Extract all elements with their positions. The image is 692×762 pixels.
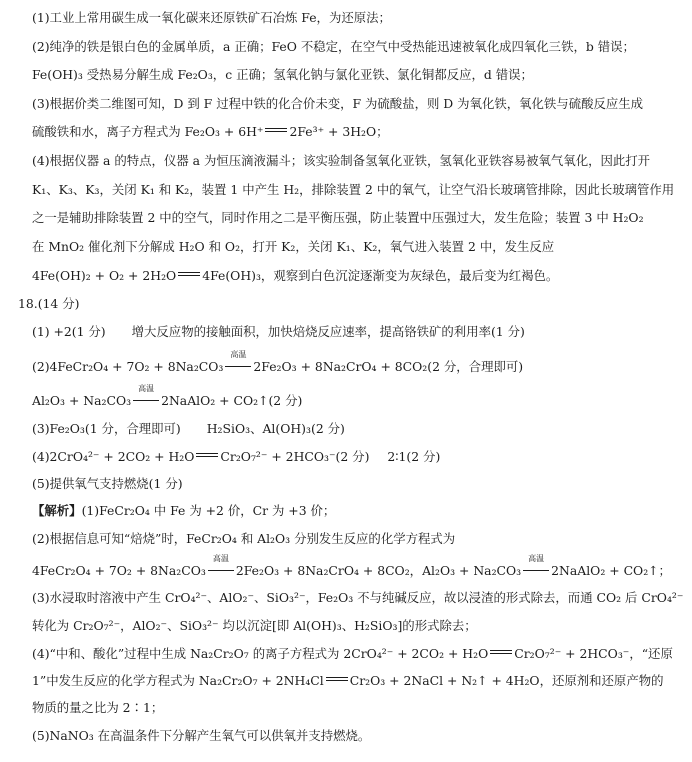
q18-answer4-eq-right: Cr₂O₇²⁻ + 2HCO₃⁻(2 分) bbox=[220, 449, 370, 464]
q18-answer1-b: 增大反应物的接触面积，加快焙烧反应速率，提高铬铁矿的利用率(1 分) bbox=[131, 324, 525, 339]
q17-part2-line2: Fe(OH)₃ 受热易分解生成 Fe₂O₃，c 正确；氢氧化钠与氯化亚铁、氯化铜都反应，d 错误； bbox=[32, 67, 533, 82]
q18-answer4-eq-left: (4)2CrO₄²⁻ + 2CO₂ + H₂O bbox=[32, 449, 195, 464]
q18-answer5: (5)提供氧气支持燃烧(1 分) bbox=[32, 476, 183, 491]
analysis-eq3-right: Cr₂O₇²⁻ + 2HCO₃⁻，“还原 bbox=[514, 646, 673, 661]
analysis-eq2-right: 2NaAlO₂ + CO₂↑； bbox=[551, 563, 671, 578]
q17-part3-line2 bbox=[32, 124, 678, 140]
q18-answer3-b: H₂SiO₃、Al(OH)₃(2 分) bbox=[206, 421, 345, 436]
analysis-line5: 转化为 Cr₂O₇²⁻，AlO₂⁻、SiO₃²⁻ 均以沉淀[即 Al(OH)₃、H₂SiO₃]的形式除去； bbox=[32, 618, 477, 633]
equals-sign bbox=[490, 650, 512, 654]
analysis-label: 【解析】 bbox=[32, 503, 82, 518]
q17-part4-eq-right: 4Fe(OH)₃，观察到白色沉淀逐渐变为灰绿色，最后变为红褐色。 bbox=[202, 268, 559, 283]
q17-part3-line1: (3)根据价类二维图可知，D 到 F 过程中铁的化合价未变，F 为硫酸盐，则 D 为氧化铁，氧化铁与硫酸反应生成 bbox=[32, 96, 644, 111]
equals-sign bbox=[178, 272, 200, 276]
q18-answer2-eq-left: (2)4FeCr₂O₄ + 7O₂ + 8Na₂CO₃ bbox=[32, 359, 224, 374]
q17-part4-line2: K₁、K₃、K₃，关闭 K₁ 和 K₂，装置 1 中产生 H₂，排除装置 2 中的氧气，让空气沿长玻璃管排除，因此长玻璃管作用 bbox=[32, 182, 675, 197]
q17-part4-eq-left: 4Fe(OH)₂ + O₂ + 2H₂O bbox=[32, 268, 177, 283]
analysis-line7 bbox=[32, 673, 678, 689]
q18-answer2b-eq-left: Al₂O₃ + Na₂CO₃ bbox=[32, 393, 132, 408]
q18-answer1 bbox=[32, 324, 678, 340]
q18-answer2-line2 bbox=[32, 384, 678, 409]
reaction-condition: 高温 bbox=[206, 563, 236, 579]
analysis-line2: (2)根据信息可知“焙烧”时，FeCr₂O₄ 和 Al₂O₃ 分别发生反应的化学方程式为 bbox=[32, 531, 456, 546]
equals-sign bbox=[326, 677, 348, 681]
analysis-line6 bbox=[32, 646, 678, 662]
q18-header: 18.(14 分) bbox=[18, 296, 80, 311]
analysis-line4: (3)水浸取时溶液中产生 CrO₄²⁻、AlO₂⁻、SiO₃²⁻，Fe₂O₃ 不与纯碱反应，故以浸渣的形式除去，而通 CO₂ 后 CrO₄²⁻ bbox=[32, 590, 684, 605]
q18-answer3-a: (3)Fe₂O₃(1 分，合理即可) bbox=[32, 421, 181, 436]
equals-sign bbox=[196, 453, 218, 457]
equals-sign bbox=[265, 128, 287, 132]
q17-part3-eq-right: 2Fe³⁺ + 3H₂O； bbox=[289, 124, 389, 139]
q17-part2-line1: (2)纯净的铁是银白色的金属单质，a 正确；FeO 不稳定，在空气中受热能迅速被氧化成四氧化三铁，b 错误； bbox=[32, 39, 635, 54]
reaction-condition: 高温 bbox=[521, 563, 551, 579]
analysis-line3 bbox=[32, 554, 678, 579]
reaction-condition: 高温 bbox=[223, 359, 253, 375]
q18-answer3 bbox=[32, 421, 678, 437]
analysis-line9: (5)NaNO₃ 在高温条件下分解产生氧气可以供氧并支持燃烧。 bbox=[32, 728, 371, 743]
q18-answer2-eq-right: 2Fe₂O₃ + 8Na₂CrO₄ + 8CO₂(2 分，合理即可) bbox=[253, 359, 524, 374]
analysis-eq4-right: Cr₂O₃ + 2NaCl + N₂↑ + 4H₂O，还原剂和还原产物的 bbox=[349, 673, 664, 688]
q17-part1: (1)工业上常用碳生成一氧化碳来还原铁矿石冶炼 Fe，为还原法； bbox=[32, 10, 391, 25]
analysis-line1 bbox=[32, 503, 678, 519]
q17-part4-line4: 在 MnO₂ 催化剂下分解成 H₂O 和 O₂，打开 K₂，关闭 K₁、K₂，氧气进入装置 2 中，发生反应 bbox=[32, 239, 555, 254]
analysis-line1-text: (1)FeCr₂O₄ 中 Fe 为 +2 价，Cr 为 +3 价； bbox=[81, 503, 336, 518]
q17-part4-line3: 之一是辅助排除装置 2 中的空气，同时作用之二是平衡压强，防止装置中压强过大，发生危险；装置 3 中 H₂O₂ bbox=[32, 210, 644, 225]
analysis-eq4-left: 1”中发生反应的化学方程式为 Na₂Cr₂O₇ + 2NH₄Cl bbox=[32, 673, 324, 688]
analysis-eq1-right: 2Fe₂O₃ + 8Na₂CrO₄ + 8CO₂，Al₂O₃ + Na₂CO₃ bbox=[235, 563, 522, 578]
analysis-eq1-left: 4FeCr₂O₄ + 7O₂ + 8Na₂CO₃ bbox=[32, 563, 206, 578]
q17-part3-eq-left: 硫酸铁和水，离子方程式为 Fe₂O₃ + 6H⁺ bbox=[32, 124, 264, 139]
q18-answer1-a: (1) +2(1 分) bbox=[32, 324, 106, 339]
q18-answer2-line1 bbox=[32, 350, 678, 375]
reaction-condition: 高温 bbox=[131, 393, 161, 409]
q17-part4-line1: (4)根据仪器 a 的特点，仪器 a 为恒压滴液漏斗；该实验制备氢氧化亚铁，氢氧化亚铁容易被氧气氧化，因此打开 bbox=[32, 153, 651, 168]
q18-answer4 bbox=[32, 449, 678, 465]
q17-part4-line5 bbox=[32, 268, 678, 284]
analysis-eq3-left: (4)“中和、酸化”过程中生成 Na₂Cr₂O₇ 的离子方程式为 2CrO₄²⁻ + 2CO₂ + H₂O bbox=[32, 646, 489, 661]
q18-answer2b-eq-right: 2NaAlO₂ + CO₂↑(2 分) bbox=[161, 393, 303, 408]
q18-answer4-ratio: 2∶1(2 分) bbox=[387, 449, 441, 464]
analysis-line8: 物质的量之比为 2∶1； bbox=[32, 700, 164, 715]
